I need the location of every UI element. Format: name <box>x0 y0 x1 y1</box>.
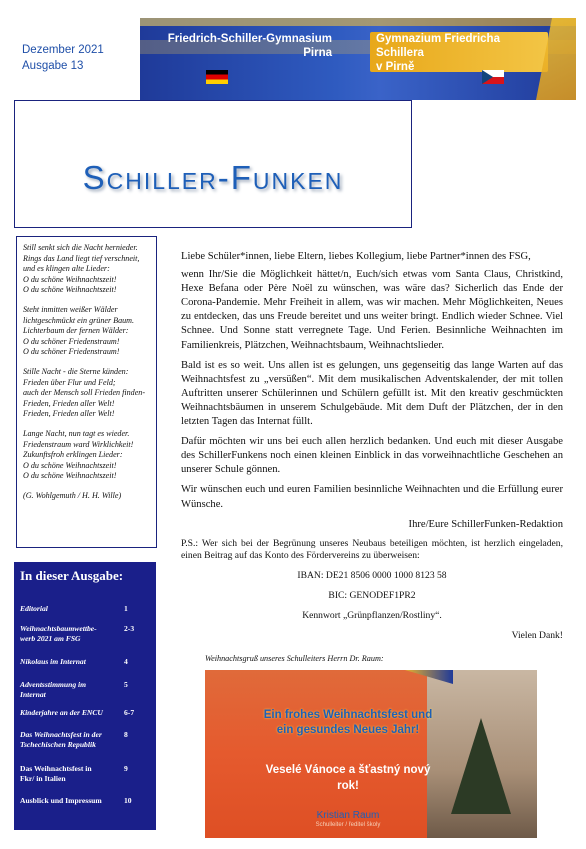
greeting-caption: Weihnachtsgruß unseres Schulleiters Herrn Dr. Raum: <box>205 654 384 663</box>
editorial <box>181 250 563 649</box>
poem-stanza: Still senkt sich die Nacht hernieder. Rings das Land liegt tief verschneit, und es klingen alte Lieder: O du schöne Weihnachtszeit! O du schöne Weihnachtszeit! <box>23 243 140 295</box>
school-banner <box>140 18 576 100</box>
poem-stanza: Stille Nacht - die Sterne künden: Frieden über Flur und Feld; auch der Mensch soll Frieden finden- Frieden, Frieden aller Welt! Frieden, Frieden aller Welt! <box>23 366 146 419</box>
table-of-contents <box>14 562 156 830</box>
editorial-paragraph: Wir wünschen euch und euren Familien besinnliche Weihnachten und die Erfüllung eurer Wünsche. <box>181 484 563 510</box>
newsletter-title: Schiller-Funken <box>82 159 344 196</box>
issue-number: Ausgabe 13 <box>22 60 84 72</box>
christmas-tree-icon <box>451 718 511 814</box>
greeting-de: Ein frohes Weihnachtsfest und ein gesundes Neues Jahr! <box>263 709 433 736</box>
school-name-de: Friedrich-Schiller-Gymnasium Pirna <box>167 33 332 59</box>
german-flag-icon <box>206 70 228 84</box>
iban: IBAN: DE21 8506 0000 1000 8123 58 <box>297 569 447 581</box>
toc-item[interactable]: Weihnachtsbaumwettbe- werb 2021 am FSG 2-3 <box>20 624 135 643</box>
toc-item[interactable]: Ausblick und Impressum 10 <box>20 796 132 805</box>
greeting-card-image <box>205 670 537 838</box>
poem-box <box>16 236 157 548</box>
bic: BIC: GENODEF1PR2 <box>328 589 416 601</box>
editorial-paragraph: Dafür möchten wir uns bei euch allen herzlich bedanken. Und euch mit dieser Ausgabe des SchillerFunkens noch einen kleinen Einblick in das vorweihnachtliche Geschehen an unserer Schule gönnen. <box>181 436 563 476</box>
principal-name: Kristian Raum <box>316 810 380 821</box>
editorial-ps: P.S.: Wer sich bei der Begrünung unseres Neubaus beteiligen möchten, ist herzlich eingeladen, einen Beitrag auf das Konto des Fördervereins zu überweisen: <box>181 537 563 562</box>
editorial-signoff: Ihre/Eure SchillerFunken-Redaktion <box>408 518 563 530</box>
toc-title: In dieser Ausgabe: <box>20 568 124 583</box>
poem-stanza: Steht inmitten weißer Wälder lichtgeschmückt ein grüner Baum. Lichterbaum der fernen Wälder: O du schöner Friedenstraum! O du schöner Friedenstraum! <box>23 304 135 357</box>
editorial-paragraph: wenn Ihr/Sie die Möglichkeit hättet/n, Euch/sich etwas vom Santa Claus, Christkind, Hexe Befana oder Père Noël zu wünschen, was wäre das? Sicherlich das Ende der Corona-Pandemie. Mehr Freiheit in allem, was wir machen. Mehr Möglichkeiten, Neues zu entdecken, das uns Freude bereitet und uns weiter bringt. Endlich wieder Schnee. Viel Schnee. Und Sonne statt verregnete Tage. Und Ferien. Besinnliche Weihnachten im Familienkreis, Plätzchen, Weihnachtsbaum, Weihnachtslieder. <box>181 269 563 351</box>
kennwort: Kennwort „Grünpflanzen/Rostliny“. <box>302 609 442 621</box>
greeting-cz: Veselé Vánoce a šťastný nový rok! <box>265 764 431 792</box>
school-name-cz: Gymnazium Friedricha Schillera v Pirně <box>376 33 500 73</box>
issue-date: Dezember 2021 <box>22 44 104 56</box>
editorial-greeting: Liebe Schüler*innen, liebe Eltern, liebes Kollegium, liebe Partner*innen des FSG, <box>181 251 531 262</box>
principal-role: Schulleiter / ředitel školy <box>315 822 381 828</box>
toc-item[interactable]: Nikolaus im Internat 4 <box>20 657 128 666</box>
czech-flag-icon <box>482 70 504 84</box>
toc-item[interactable]: Das Weihnachtsfest in der Tschechischen Republik 8 <box>20 730 128 749</box>
poem-author: (G. Wohlgemuth / H. H. Wille) <box>23 490 122 500</box>
poem-stanza: Lange Nacht, nun tagt es wieder. Friedenstraum ward Wirklichkeit! Zukunftsfroh erklingen Lieder: O du schöne Weihnachtszeit! O du schöne Weihnachtszeit! <box>23 428 134 481</box>
toc-item[interactable]: Das Weihnachtsfest in Fkr/ in Italien 9 <box>20 764 128 783</box>
toc-item[interactable]: Adventsstimmung im Internat 5 <box>20 680 128 699</box>
thanks: Vielen Dank! <box>511 629 563 641</box>
masthead <box>14 100 412 228</box>
issue-meta <box>22 42 104 74</box>
toc-item[interactable]: Editorial 1 <box>20 604 128 613</box>
editorial-paragraph: Bald ist es so weit. Uns allen ist es gelungen, uns gegenseitig das lange Warten auf das Weihnachtsfest zu „versüßen“. Mit dem musikalischen Adventskalender, der mit tollen Auftritten unserer Schülerinnen und Schülern gefüllt ist. Mit den kreativ geschmückten Weihnachtsbäumen in unserem Schulgebäude. Mit dem Duft der Plätzchen, der in den letzten Tagen das Internat füllt. <box>181 359 563 428</box>
toc-item[interactable]: Kinderjahre an der ENCU 6-7 <box>20 708 135 717</box>
